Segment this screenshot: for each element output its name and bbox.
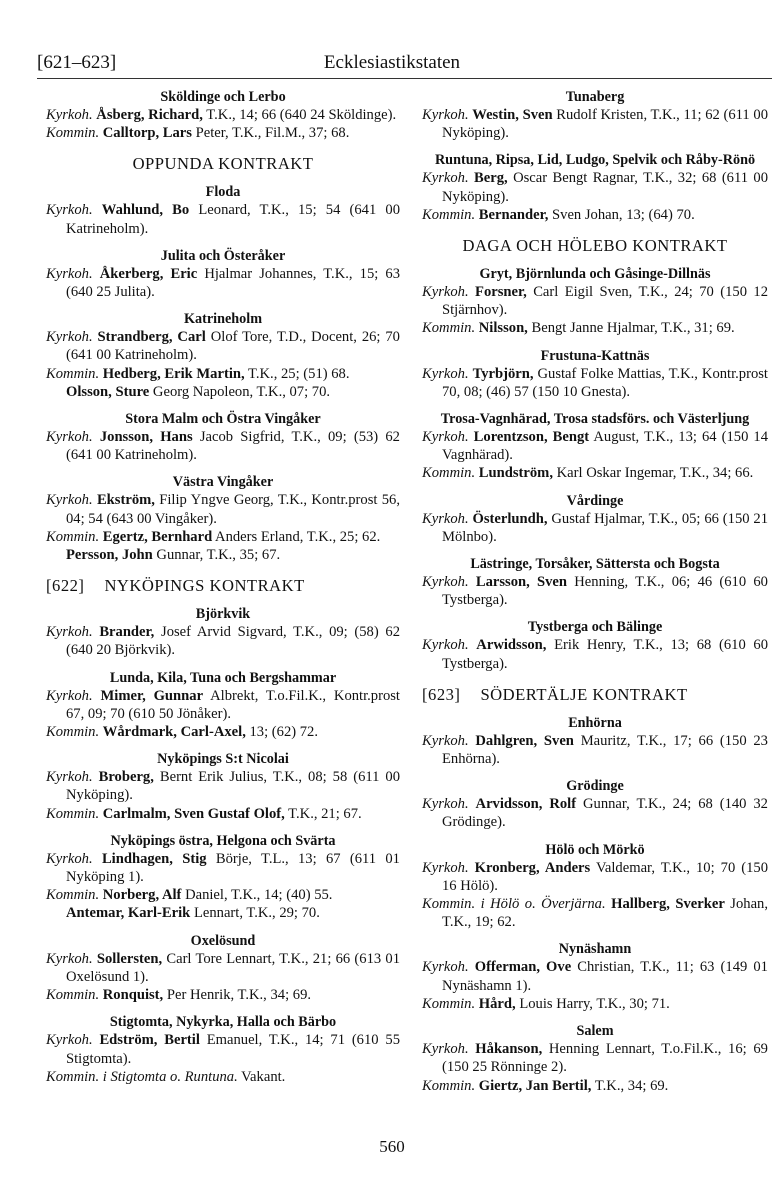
kontrakt-title: OPPUNDA KONTRAKT — [132, 154, 314, 174]
parish-heading: Tunaberg — [565, 89, 625, 105]
entry-details: Gustaf Folke Mattias, T.K., Kontr.prost 70, 08; (46) 57 (150 10 Gnesta). — [442, 365, 768, 400]
role-label: Kommin. i Hölö o. Överjärna. — [422, 896, 606, 913]
clergy-name: Åsberg, Richard, — [96, 107, 203, 123]
clergy-entry — [46, 687, 400, 723]
kontrakt-heading — [46, 154, 400, 174]
kontrakt-title: DAGA OCH HÖLEBO KONTRAKT — [462, 236, 728, 256]
clergy-name: Westin, Sven — [472, 107, 553, 123]
parish-heading: Västra Vingåker — [172, 474, 274, 491]
clergy-name: Lorentzson, Bengt — [473, 429, 590, 446]
entry-details: Peter, T.K., Fil.M., 37; 68. — [195, 125, 350, 142]
role-label: Kyrkoh. — [422, 1041, 469, 1058]
role-label: Kyrkoh. — [422, 796, 469, 813]
kontrakt-heading — [422, 685, 768, 705]
clergy-entry — [422, 795, 768, 831]
kontrakt-title: SÖDERTÄLJE KONTRAKT — [480, 684, 688, 704]
clergy-name: Egertz, Bernhard — [102, 528, 213, 545]
clergy-entry — [422, 895, 768, 931]
clergy-name: Calltorp, Lars — [102, 125, 192, 142]
clergy-entry — [46, 850, 400, 886]
kontrakt-title: NYKÖPINGS KONTRAKT — [104, 576, 305, 596]
entry-details: Börje, T.L., 13; 67 (611 01 Nyköping 1). — [66, 850, 400, 886]
page-header — [0, 44, 784, 74]
clergy-entry — [422, 859, 768, 895]
clergy-name: Forsner, — [475, 284, 527, 301]
clergy-name: Sollersten, — [96, 950, 163, 967]
role-label: Kyrkoh. — [422, 284, 469, 301]
parish-heading: Salem — [576, 1023, 614, 1040]
clergy-entry — [46, 124, 400, 142]
role-label: Kyrkoh. — [46, 769, 93, 786]
clergy-entry — [46, 986, 400, 1004]
clergy-entry — [46, 428, 400, 464]
role-label: Kyrkoh. — [422, 959, 469, 976]
entry-details: Rudolf Kristen, T.K., 11; 62 (611 00 Nyköping). — [442, 107, 768, 142]
role-label: Kyrkoh. — [422, 574, 469, 591]
entry-details: Gunnar, T.K., 35; 67. — [156, 547, 281, 564]
clergy-name: Håkanson, — [475, 1041, 543, 1058]
role-label: Kommin. — [422, 206, 476, 223]
role-label: Kyrkoh. — [46, 492, 93, 509]
clergy-name: Ronquist, — [102, 987, 164, 1004]
clergy-entry — [46, 265, 400, 301]
entry-details: Valdemar, T.K., 10; 70 (150 16 Hölö). — [442, 859, 769, 894]
role-label: Kommin. — [46, 528, 100, 545]
parish-heading: Trosa-Vagnhärad, Trosa stadsförs. och Västerljung — [440, 411, 750, 428]
clergy-entry — [422, 573, 768, 609]
role-label: Kyrkoh. — [422, 859, 469, 876]
clergy-entry — [422, 206, 768, 224]
clergy-entry — [46, 886, 400, 904]
entry-details: Georg Napoleon, T.K., 07; 70. — [152, 383, 331, 400]
entry-details: Sven Johan, 13; (64) 70. — [552, 206, 695, 223]
clergy-entry — [46, 546, 400, 564]
role-label: Kommin. — [422, 995, 476, 1012]
parish-heading: Nyköpings östra, Helgona och Svärta — [110, 832, 336, 849]
clergy-entry — [46, 383, 400, 401]
clergy-name: Berg, — [474, 170, 508, 187]
parish-heading: Nynäshamn — [558, 941, 632, 958]
entry-details: Carl Eigil Sven, T.K., 24; 70 (150 12 Stjärnhov). — [442, 284, 768, 319]
parish-heading: Grödinge — [566, 778, 624, 795]
clergy-name: Lindhagen, Stig — [101, 850, 207, 867]
entry-details: Gustaf Hjalmar, T.K., 05; 66 (150 21 Mölnbo). — [442, 510, 768, 545]
clergy-entry — [422, 428, 768, 464]
running-title: Ecklesiastikstaten — [323, 52, 461, 73]
role-label: Kyrkoh. — [46, 624, 93, 641]
entry-details: Bernt Erik Julius, T.K., 08; 58 (611 00 Nyköping). — [66, 769, 401, 804]
parish-heading: Lästringe, Torsåker, Sättersta och Bogsta — [470, 556, 720, 573]
entry-details: Albrekt, T.o.Fil.K., Kontr.prost 67, 09; 70 (610 50 Jönåker). — [66, 687, 400, 722]
role-label: Kyrkoh. — [422, 429, 469, 446]
entry-details: August, T.K., 13; 64 (150 14 Vagnhärad). — [442, 429, 768, 464]
entry-details: Olof Tore, T.D., Docent, 26; 70 (641 00 Katrineholm). — [66, 329, 400, 364]
role-label: Kyrkoh. — [46, 1032, 93, 1049]
parish-heading: Sköldinge och Lerbo — [160, 89, 286, 105]
role-label: Kyrkoh. — [422, 732, 469, 749]
entry-details: T.K., 25; (51) 68. — [248, 365, 350, 382]
entry-details: Christian, T.K., 11; 63 (149 01 Nynäshamn 1). — [442, 959, 768, 994]
parish-heading: Tystberga och Bälinge — [527, 619, 663, 636]
role-label: Kyrkoh. — [46, 429, 93, 446]
parish-heading: Stigtomta, Nykyrka, Halla och Bärbo — [109, 1014, 337, 1031]
entry-details: Josef Arvid Sigvard, T.K., 09; (58) 62 (640 20 Björkvik). — [66, 624, 400, 659]
clergy-name: Edström, Bertil — [99, 1032, 200, 1049]
entry-details: Louis Harry, T.K., 30; 71. — [519, 995, 670, 1012]
role-label: Kommin. — [46, 987, 100, 1004]
role-label: Kyrkoh. — [46, 107, 93, 123]
clergy-entry — [422, 169, 768, 205]
right-column — [422, 84, 768, 1095]
entry-details: Erik Henry, T.K., 13; 68 (610 60 Tystberga). — [442, 637, 769, 672]
clergy-entry — [422, 464, 768, 482]
clergy-entry — [422, 1077, 768, 1095]
clergy-entry — [46, 904, 400, 922]
clergy-name: Mimer, Gunnar — [100, 687, 204, 704]
role-label: Kyrkoh. — [422, 170, 469, 187]
parish-heading: Hölö och Mörkö — [545, 841, 645, 858]
clergy-entry — [422, 958, 768, 994]
clergy-name: Ekström, — [96, 492, 155, 509]
parish-heading: Julita och Österåker — [160, 247, 286, 264]
entry-details: Oscar Bengt Ragnar, T.K., 32; 68 (611 00 Nyköping). — [442, 170, 769, 205]
clergy-entry — [46, 106, 400, 124]
role-label: Kyrkoh. — [422, 107, 469, 123]
role-label: Kommin. — [422, 1077, 476, 1094]
clergy-name: Hård, — [478, 995, 516, 1012]
left-column — [46, 84, 400, 1086]
entry-details: Anders Erland, T.K., 25; 62. — [215, 528, 381, 545]
role-label: Kommin. — [422, 320, 476, 337]
role-label: Kyrkoh. — [46, 687, 93, 704]
clergy-name: Antemar, Karl-Erik — [66, 905, 191, 922]
clergy-entry — [422, 283, 768, 319]
entry-details: Daniel, T.K., 14; (40) 55. — [185, 887, 333, 904]
parish-heading: Gryt, Björnlunda och Gåsinge-Dillnäs — [479, 266, 711, 283]
clergy-name: Österlundh, — [472, 510, 548, 527]
entry-details: Filip Yngve Georg, T.K., Kontr.prost 56, 04; 54 (643 00 Vingåker). — [66, 492, 401, 527]
role-label: Kyrkoh. — [46, 265, 93, 282]
role-label: Kommin. — [46, 724, 100, 741]
clergy-name: Nilsson, — [478, 320, 528, 337]
role-label: Kyrkoh. — [46, 329, 93, 346]
clergy-entry — [422, 365, 768, 401]
clergy-name: Broberg, — [98, 769, 154, 786]
page-number: 560 — [379, 1137, 405, 1156]
clergy-entry — [46, 950, 400, 986]
entry-details: Lennart, T.K., 29; 70. — [193, 905, 320, 922]
entry-details: Per Henrik, T.K., 34; 69. — [166, 987, 312, 1004]
clergy-entry — [422, 732, 768, 768]
entry-details: Johan, T.K., 19; 62. — [442, 896, 768, 931]
clergy-name: Tyrbjörn, — [472, 365, 534, 382]
clergy-name: Offerman, Ove — [474, 959, 572, 976]
parish-heading: Floda — [205, 184, 241, 201]
role-label: Kyrkoh. — [422, 637, 469, 654]
role-label: Kommin. — [46, 125, 100, 142]
clergy-name: Arwidsson, — [476, 637, 547, 654]
role-label: Kommin. i Stigtomta o. Runtuna. — [46, 1068, 238, 1085]
role-label: Kyrkoh. — [422, 365, 469, 382]
entry-details: Mauritz, T.K., 17; 66 (150 23 Enhörna). — [442, 732, 768, 768]
clergy-entry — [46, 623, 400, 659]
role-label: Kyrkoh. — [46, 202, 93, 219]
clergy-entry — [422, 106, 768, 142]
clergy-name: Strandberg, Carl — [97, 329, 206, 346]
kontrakt-heading — [422, 236, 768, 256]
kontrakt-heading — [46, 576, 400, 596]
clergy-name: Persson, John — [66, 547, 153, 564]
entry-details: Emanuel, T.K., 14; 71 (610 55 Stigtomta). — [66, 1032, 400, 1067]
entry-details: Carl Tore Lennart, T.K., 21; 66 (613 01 Oxelösund 1). — [66, 950, 400, 985]
parish-heading: Oxelösund — [190, 932, 256, 949]
section-range: [621–623] — [37, 52, 117, 73]
role-label: Kyrkoh. — [46, 850, 93, 867]
entry-details: Jacob Sigfrid, T.K., 09; (53) 62 (641 00 Katrineholm). — [66, 429, 400, 464]
section-number: [622] — [46, 576, 85, 596]
clergy-entry — [46, 805, 400, 823]
entry-details: Karl Oskar Ingemar, T.K., 34; 66. — [556, 465, 754, 482]
clergy-entry — [422, 636, 768, 672]
clergy-entry — [46, 201, 400, 237]
clergy-name: Wårdmark, Carl-Axel, — [102, 724, 246, 741]
clergy-name: Arvidsson, Rolf — [475, 796, 577, 813]
entry-details: Hjalmar Johannes, T.K., 15; 63 (640 25 Julita). — [66, 265, 400, 301]
entry-details: Gunnar, T.K., 24; 68 (140 32 Grödinge). — [442, 796, 768, 831]
clergy-name: Olsson, Sture — [66, 383, 150, 400]
parish-heading: Vårdinge — [566, 492, 624, 509]
clergy-name: Bernander, — [478, 206, 549, 223]
clergy-name: Kronberg, Anders — [474, 859, 591, 876]
role-label: Kyrkoh. — [422, 510, 469, 527]
entry-details: Bengt Janne Hjalmar, T.K., 31; 69. — [531, 320, 735, 337]
clergy-entry — [422, 319, 768, 337]
parish-heading: Katrineholm — [183, 311, 263, 328]
clergy-entry — [46, 1031, 400, 1067]
clergy-entry — [422, 995, 768, 1013]
role-label: Kommin. — [46, 887, 100, 904]
entry-details: 13; (62) 72. — [249, 724, 319, 741]
clergy-name: Hallberg, Sverker — [611, 896, 725, 913]
clergy-name: Giertz, Jan Bertil, — [478, 1077, 592, 1094]
role-label: Kommin. — [46, 805, 100, 822]
header-rule — [37, 78, 772, 79]
role-label: Kommin. — [422, 465, 476, 482]
clergy-entry — [46, 723, 400, 741]
entry-details: T.K., 21; 67. — [288, 805, 362, 822]
clergy-name: Hedberg, Erik Martin, — [102, 365, 245, 382]
entry-details: T.K., 14; 66 (640 24 Sköldinge). — [206, 107, 397, 123]
clergy-name: Norberg, Alf — [102, 887, 182, 904]
clergy-name: Åkerberg, Eric — [99, 265, 198, 282]
entry-details: Henning Lennart, T.o.Fil.K., 16; 69 (150 25 Rönninge 2). — [442, 1041, 768, 1076]
role-label: Kyrkoh. — [46, 950, 93, 967]
parish-heading: Lunda, Kila, Tuna och Bergshammar — [109, 669, 337, 686]
clergy-entry — [422, 510, 768, 546]
clergy-name: Jonsson, Hans — [99, 429, 193, 446]
clergy-name: Dahlgren, Sven — [475, 732, 574, 749]
clergy-entry — [46, 328, 400, 364]
parish-heading: Stora Malm och Östra Vingåker — [125, 411, 321, 428]
clergy-entry — [46, 768, 400, 804]
clergy-name: Carlmalm, Sven Gustaf Olof, — [102, 805, 285, 822]
clergy-entry — [46, 1068, 400, 1086]
role-label: Kommin. — [46, 365, 100, 382]
entry-details: Henning, T.K., 06; 46 (610 60 Tystberga). — [442, 574, 768, 609]
clergy-name: Lundström, — [478, 465, 553, 482]
parish-heading: Björkvik — [195, 606, 251, 623]
entry-details: Vakant. — [241, 1068, 286, 1085]
clergy-entry — [422, 1040, 768, 1076]
clergy-entry — [46, 528, 400, 546]
clergy-entry — [46, 365, 400, 383]
clergy-name: Larsson, Sven — [475, 574, 568, 591]
clergy-name: Brander, — [99, 624, 155, 641]
entry-details: Leonard, T.K., 15; 54 (641 00 Katrineholm). — [66, 202, 401, 237]
section-number: [623] — [422, 684, 461, 704]
clergy-entry — [46, 491, 400, 527]
clergy-name: Wahlund, Bo — [101, 202, 190, 219]
parish-heading: Runtuna, Ripsa, Lid, Ludgo, Spelvik och Råby-Rönö — [434, 152, 756, 169]
entry-details: T.K., 34; 69. — [594, 1077, 669, 1094]
parish-heading: Nyköpings S:t Nicolai — [157, 751, 289, 768]
parish-heading: Frustuna-Kattnäs — [540, 347, 650, 364]
parish-heading: Enhörna — [568, 714, 622, 731]
